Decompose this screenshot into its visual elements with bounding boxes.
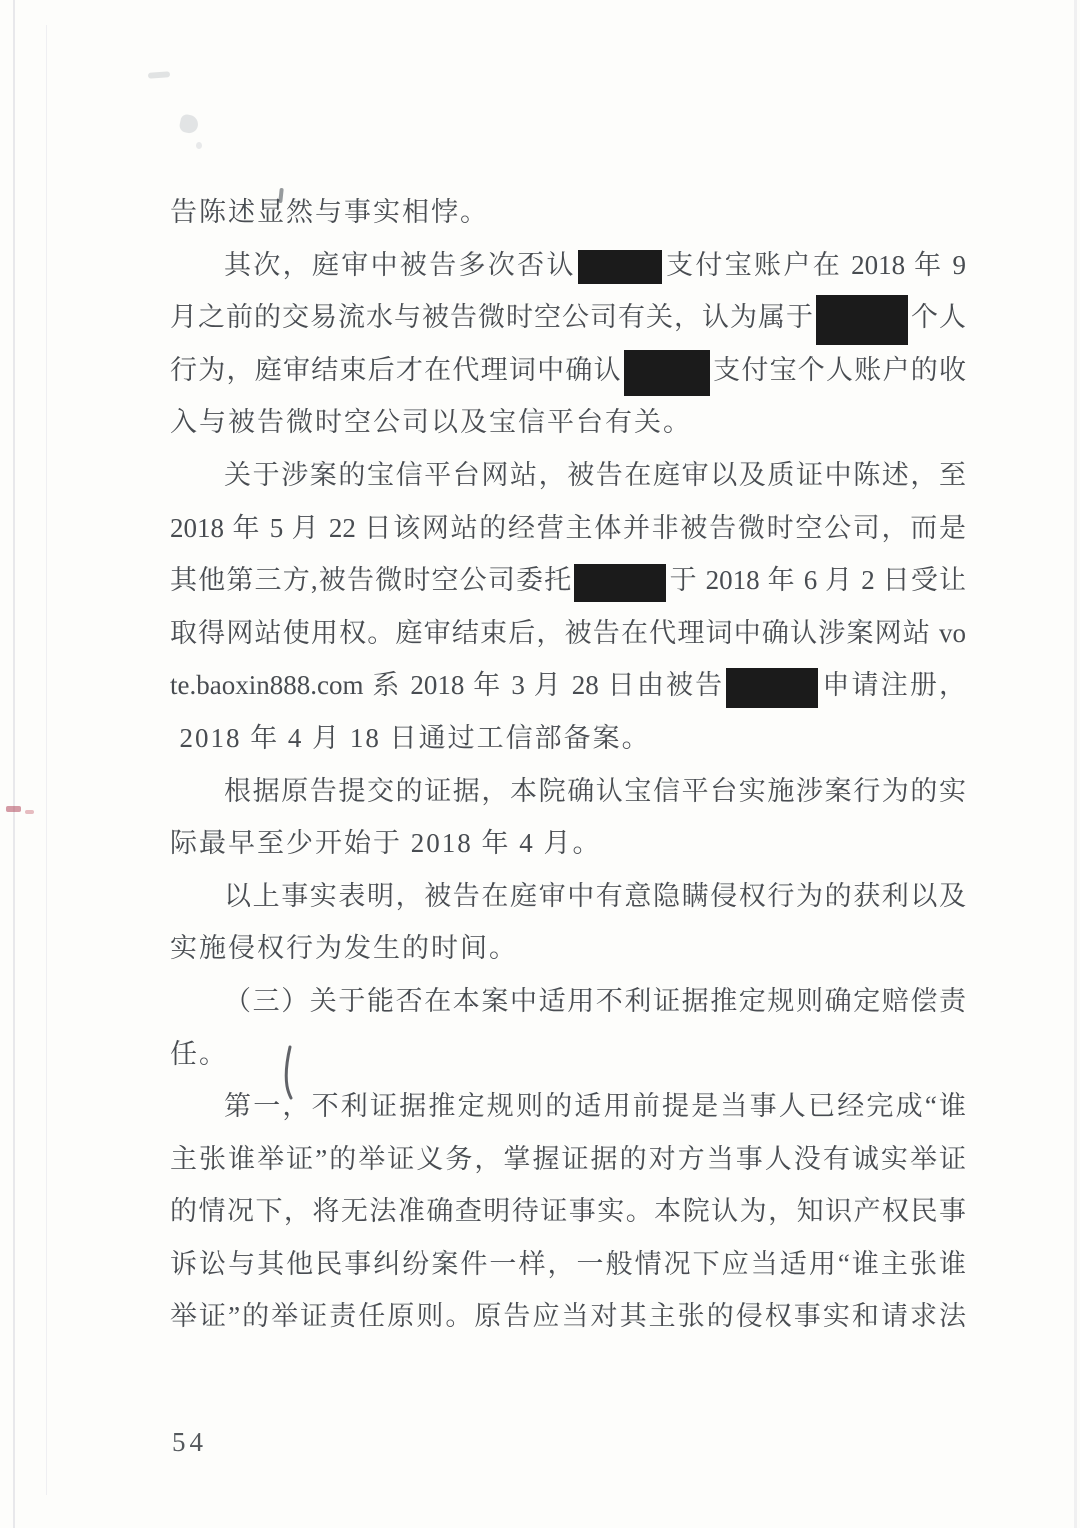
text-segment: 实施侵权行为发生的时间。 <box>170 933 518 964</box>
pencil-smudge <box>178 113 199 134</box>
text-segment: 申请注册， <box>820 670 966 701</box>
redaction-box <box>624 350 710 396</box>
redaction-box <box>578 250 662 284</box>
document-line <box>170 239 966 292</box>
text-segment: 诉讼与其他民事纠纷案件一样，一般情况下应当适用“谁主张谁 <box>170 1248 966 1279</box>
red-edge-mark <box>6 806 21 812</box>
text-segment: 际最早至少开始于 2018 年 4 月。 <box>170 828 602 859</box>
document-text <box>170 186 966 1343</box>
text-segment: 个人 <box>910 302 966 333</box>
document-line <box>170 554 966 607</box>
text-segment: 支付宝账户在 2018 年 9 <box>663 249 967 280</box>
redaction-box <box>574 564 666 602</box>
text-segment: 2018 年 5 月 22 日该网站的经营主体并非被告微时空公司，而是 <box>170 512 966 543</box>
redaction-box <box>816 295 908 345</box>
document-line <box>170 1238 966 1291</box>
pencil-smudge <box>148 71 170 79</box>
document-line <box>170 344 966 397</box>
text-segment: 取得网站使用权。庭审结束后，被告在代理词中确认涉案网站 vo <box>170 617 966 648</box>
document-line <box>170 870 966 923</box>
text-segment: 于 2018 年 6 月 2 日受让 <box>668 565 967 596</box>
text-segment: （三）关于能否在本案中适用不利证据推定规则确定赔偿责 <box>224 985 966 1016</box>
red-edge-mark <box>25 810 34 814</box>
scan-edge-line-faint <box>46 25 47 1495</box>
text-segment: 关于涉案的宝信平台网站，被告在庭审以及质证中陈述，至 <box>224 459 966 490</box>
document-line <box>170 975 966 1028</box>
document-line <box>170 1133 966 1186</box>
text-segment: 第一，不利证据推定规则的适用前提是当事人已经完成“谁 <box>224 1091 966 1122</box>
document-line <box>170 502 966 555</box>
document-line <box>170 1028 966 1081</box>
document-line <box>170 449 966 502</box>
scan-edge-line-right <box>1074 0 1077 1528</box>
redaction-box <box>726 668 818 708</box>
document-line <box>170 922 966 975</box>
page-number: 54 <box>172 1427 207 1457</box>
text-segment: 以上事实表明，被告在庭审中有意隐瞒侵权行为的获利以及 <box>224 880 966 911</box>
text-segment: 主张谁举证”的举证义务，掌握证据的对方当事人没有诚实举证 <box>170 1143 966 1174</box>
document-line <box>170 765 966 818</box>
document-line <box>170 1185 966 1238</box>
text-segment: te.baoxin888.com 系 2018 年 3 月 28 日由被告 <box>170 670 725 701</box>
scan-edge-line <box>13 0 15 1528</box>
text-segment: 任。 <box>170 1038 228 1069</box>
text-segment: 支付宝个人账户的收 <box>711 354 967 385</box>
document-line <box>170 607 966 660</box>
document-line <box>170 1080 966 1133</box>
document-line <box>170 291 966 344</box>
document-line <box>170 712 966 765</box>
document-line <box>170 659 966 712</box>
text-segment: 入与被告微时空公司以及宝信平台有关。 <box>170 407 692 438</box>
text-segment: 告陈述显然与事实相悖。 <box>170 197 489 227</box>
pencil-smudge <box>196 142 202 149</box>
document-line <box>170 1290 966 1343</box>
document-line <box>170 817 966 870</box>
text-segment: 的情况下，将无法准确查明待证事实。本院认为，知识产权民事 <box>170 1196 966 1227</box>
text-segment: 根据原告提交的证据，本院确认宝信平台实施涉案行为的实 <box>224 775 966 806</box>
text-segment: 其次，庭审中被告多次否认 <box>224 249 576 280</box>
text-segment: 行为，庭审结束后才在代理词中确认 <box>170 354 622 385</box>
document-line <box>170 186 966 239</box>
text-segment: 举证”的举证责任原则。原告应当对其主张的侵权事实和请求法 <box>170 1301 966 1332</box>
document-line <box>170 396 966 449</box>
text-segment: 2018 年 4 月 18 日通过工信部备案。 <box>179 722 651 753</box>
text-segment: 月之前的交易流水与被告微时空公司有关，认为属于 <box>170 302 814 333</box>
text-segment: 其他第三方,被告微时空公司委托 <box>170 565 573 596</box>
